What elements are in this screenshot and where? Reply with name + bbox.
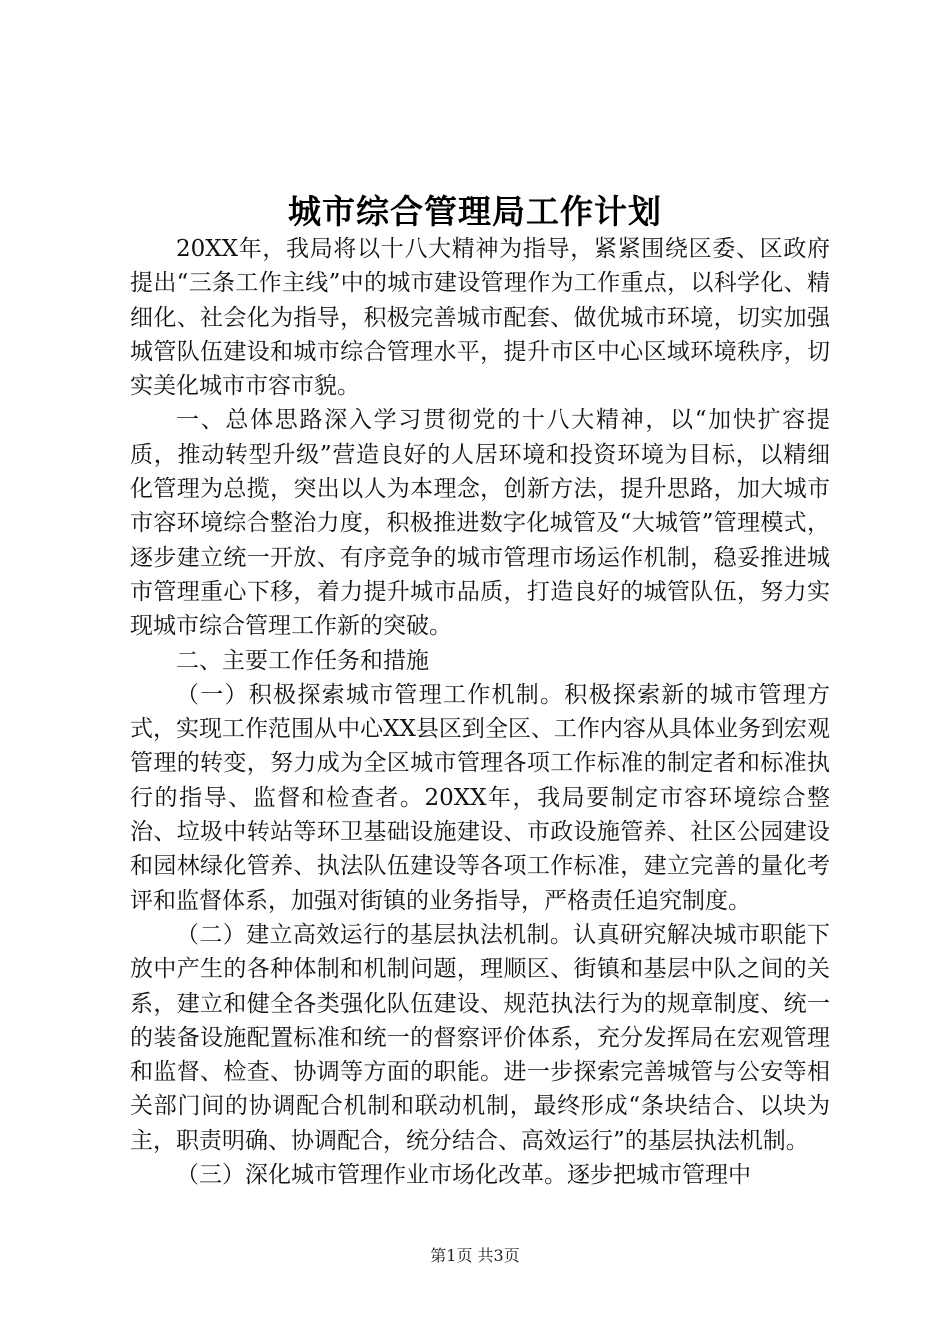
document-title: 城市综合管理局工作计划 — [288, 192, 662, 231]
paragraph-intro: 20XX年，我局将以十八大精神为指导，紧紧围绕区委、区政府提出“三条工作主线”中的城市建设管理作为工作重点，以科学化、精细化、社会化为指导，积极完善城市配套、做优城市环境，切实加强城管队伍建设和城市综合管理水平，提升市区中心区域环境秩序，切实美化城市市容市貌。 — [130, 236, 830, 400]
document-body — [130, 232, 830, 1192]
paragraph-overall-approach: 一、总体思路深入学习贯彻党的十八大精神，以“加快扩容提质，推动转型升级”营造良好的人居环境和投资环境为目标，以精细化管理为总揽，突出以人为本理念，创新方法，提升思路，加大城市市容环境综合整治力度，积极推进数字化城管及“大城管”管理模式，逐步建立统一开放、有序竞争的城市管理市场运作机制，稳妥推进城市管理重心下移，着力提升城市品质，打造良好的城管队伍，努力实现城市综合管理工作新的突破。 — [130, 407, 830, 640]
paragraph-task-1: （一）积极探索城市管理工作机制。积极探索新的城市管理方式，实现工作范围从中心XX县区到全区、工作内容从具体业务到宏观管理的转变，努力成为全区城市管理各项工作标准的制定者和标准执行的指导、监督和检查者。20XX年，我局要制定市容环境综合整治、垃圾中转站等环卫基础设施建设、市政设施管养、社区公园建设和园林绿化管养、执法队伍建设等各项工作标准，建立完善的量化考评和监督体系，加强对街镇的业务指导，严格责任追究制度。 — [130, 681, 830, 914]
paragraph-task-2: （二）建立高效运行的基层执法机制。认真研究解决城市职能下放中产生的各种体制和机制问题，理顺区、街镇和基层中队之间的关系，建立和健全各类强化队伍建设、规范执法行为的规章制度、统一的装备设施配置标准和统一的督察评价体系，充分发挥局在宏观管理和监督、检查、协调等方面的职能。进一步探索完善城管与公安等相关部门间的协调配合机制和联动机制，最终形成“条块结合、以块为主，职责明确、协调配合，统分结合、高效运行”的基层执法机制。 — [130, 921, 830, 1154]
page-number-footer: 第1页 共3页 — [430, 1246, 520, 1265]
paragraph-task-3: （三）深化城市管理作业市场化改革。逐步把城市管理中 — [176, 1162, 751, 1189]
section-heading-main-tasks: 二、主要工作任务和措施 — [176, 647, 429, 674]
